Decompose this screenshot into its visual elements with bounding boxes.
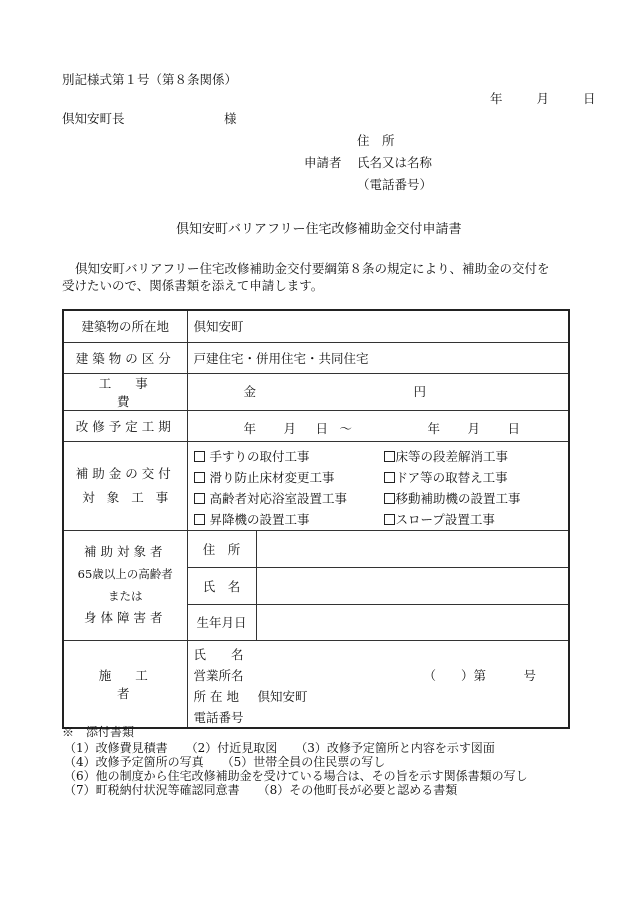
checkbox-step-removal[interactable]: 床等の段差解消工事: [384, 447, 509, 465]
checkbox-nonslip-floor[interactable]: 滑り防止床材変更工事: [194, 468, 335, 486]
body-text-line2: 受けたいので、関係書類を添えて申請します。: [62, 278, 324, 293]
checkbox-handrail[interactable]: 手すりの取付工事: [194, 447, 310, 465]
cost-unit: 円: [413, 383, 427, 399]
period-separator: ～: [339, 420, 353, 436]
period-start-day: 日: [315, 420, 329, 436]
attachments-heading: ※ 添付書類: [62, 725, 135, 739]
con-address-value: 倶知安町: [257, 688, 308, 704]
addressee-honorific: 様: [224, 111, 237, 126]
date-day: 日: [582, 91, 596, 106]
body-text-line1: 倶知安町バリアフリー住宅改修補助金交付要綱第８条の規定により、補助金の交付を: [75, 261, 550, 276]
period-start-year: 年: [243, 420, 257, 436]
con-office-label: 営業所名: [193, 667, 244, 683]
attachments-line2: （4）改修予定箇所の写真 （5）世帯全員の住民票の写し: [64, 755, 386, 769]
applicant-name-label: 氏名又は名称: [357, 155, 433, 170]
beneficiary-label-2: 65歳以上の高齢者: [77, 567, 173, 581]
ben-address-label: 住 所: [187, 530, 256, 567]
document-title: 倶知安町バリアフリー住宅改修補助金交付申請書: [176, 222, 462, 237]
period-field[interactable]: [187, 410, 569, 441]
category-label: 建築物の区分: [63, 342, 187, 373]
ben-birth-label: 生年月日: [187, 604, 256, 640]
date-year: 年: [490, 91, 503, 106]
con-phone-label: 電話番号: [193, 709, 244, 725]
checkbox-bathroom[interactable]: 高齢者対応浴室設置工事: [194, 489, 348, 507]
period-end-year: 年: [427, 420, 441, 436]
target-works-checklist: [187, 441, 569, 530]
date-month: 月: [536, 91, 549, 106]
cost-field[interactable]: [187, 373, 569, 410]
date-line: [490, 89, 595, 107]
period-end-day: 日: [507, 420, 521, 436]
period-label: 改修予定工期: [63, 410, 187, 441]
ben-birth-input[interactable]: [256, 604, 569, 640]
ben-name-label: 氏 名: [187, 567, 256, 604]
target-label-1: 補助金の交付: [75, 465, 175, 481]
category-value[interactable]: 戸建住宅・併用住宅・共同住宅: [187, 342, 569, 373]
con-address-label: 所 在 地: [193, 688, 239, 704]
form-id: 別記様式第１号（第８条関係）: [62, 72, 238, 87]
attachments-line1: （1）改修費見積書 （2）付近見取図 （3）改修予定箇所と内容を示す図面: [64, 741, 495, 755]
contractor-label: 施工者: [63, 640, 187, 728]
beneficiary-label-3: または: [108, 589, 143, 603]
location-value[interactable]: 倶知安町: [187, 310, 569, 342]
beneficiary-label-1: 補助対象者: [83, 544, 167, 559]
addressee-name: 倶知安町長: [62, 111, 125, 126]
checkbox-slope[interactable]: スロープ設置工事: [384, 510, 495, 528]
con-name-label: 氏 名: [193, 646, 244, 662]
beneficiary-label-4: 身体障害者: [83, 610, 167, 625]
period-start-month: 月: [283, 420, 297, 436]
applicant-role-label: 申請者: [304, 155, 342, 170]
location-label: 建築物の所在地: [63, 310, 187, 342]
attachments-line4: （7）町税納付状況等確認同意書 （8）その他町長が必要と認める書類: [64, 783, 458, 797]
application-table: [62, 309, 570, 729]
cost-prefix: 金: [243, 383, 257, 399]
checkbox-mobility-aid[interactable]: 移動補助機の設置工事: [384, 489, 521, 507]
ben-address-input[interactable]: [256, 530, 569, 567]
contractor-field[interactable]: [187, 640, 569, 728]
con-permit: （ ）第 号: [423, 667, 537, 683]
attachments-line3: （6）他の制度から住宅改修補助金を受けている場合は、その旨を示す関係書類の写し: [64, 769, 528, 783]
ben-name-input[interactable]: [256, 567, 569, 604]
applicant-phone-label: （電話番号）: [357, 177, 433, 192]
beneficiary-label: [63, 530, 187, 640]
period-end-month: 月: [467, 420, 481, 436]
target-label-2: 対象工事: [82, 489, 181, 505]
cost-label: 工事費: [63, 373, 187, 410]
target-works-label: [63, 441, 187, 530]
checkbox-door-replacement[interactable]: ドア等の取替え工事: [384, 468, 508, 486]
applicant-address-label: 住 所: [357, 133, 395, 148]
checkbox-elevator[interactable]: 昇降機の設置工事: [194, 510, 310, 528]
